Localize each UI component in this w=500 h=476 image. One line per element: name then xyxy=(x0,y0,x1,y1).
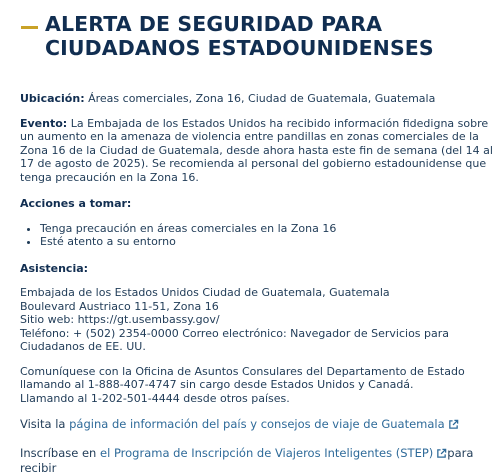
list-item: • Tenga precaución en áreas comerciales en la Zona 16 xyxy=(40,222,498,236)
embassy-phone-email: Teléfono: + (502) 2354-0000 Correo electrónico: Navegador de Servicios para Ciudadanos de EE. UU. xyxy=(20,326,450,353)
consular-line-1: Comuníquese con la Oficina de Asuntos Consulares del Departamento de Estado xyxy=(20,364,465,378)
assistance-heading: Asistencia: xyxy=(20,261,89,275)
event-label: Evento: xyxy=(20,116,68,130)
visit-prefix: Visita la xyxy=(20,417,70,431)
visit-paragraph xyxy=(20,418,498,434)
external-link-icon[interactable] xyxy=(448,419,459,434)
embassy-name: Embajada de los Estados Unidos Ciudad de Guatemala, Guatemala xyxy=(20,286,390,299)
alert-content xyxy=(20,92,498,476)
country-info-link[interactable]: página de información del país y consejos de viaje de Guatemala xyxy=(69,417,445,431)
location-value: Áreas comerciales, Zona 16, Ciudad de Guatemala, Guatemala xyxy=(84,92,436,105)
list-item: • Esté atento a su entorno xyxy=(40,235,498,249)
consular-line-2: llamando al 1-888-407-4747 sin cargo desde Estados Unidos y Canadá. xyxy=(20,378,414,391)
location-label: Ubicación: xyxy=(20,92,85,105)
embassy-website: Sitio web: https://gt.usembassy.gov/ xyxy=(20,313,220,326)
actions-list xyxy=(20,222,498,249)
event-value: La Embajada de los Estados Unidos ha recibido información fidedigna sobre un aumento en la amenaza de violencia entre pandillas en zonas comerciales de la Zona 16 de la Ciudad de Guatemala, desde ahora hasta este fin de semana (del 14 al 17 de agosto de 2025). Se recomienda al personal del gobierno estadounidense que tenga precaución en la Zona 16. xyxy=(20,116,493,184)
location-paragraph xyxy=(20,92,498,106)
event-paragraph xyxy=(20,117,498,185)
step-prefix: Inscríbase en xyxy=(20,445,101,460)
consular-line-3: Llamando al 1-202-501-4444 desde otros países. xyxy=(20,391,290,405)
external-link-icon[interactable] xyxy=(436,448,447,463)
embassy-address: Boulevard Austriaco 11-51, Zona 16 xyxy=(20,299,219,313)
page-title: ALERTA DE SEGURIDAD PARA CIUDADANOS ESTADOUNIDENSES xyxy=(45,12,434,60)
step-paragraph xyxy=(20,447,498,476)
step-suffix: para recibir xyxy=(20,445,474,475)
title-accent-bar xyxy=(21,26,38,29)
step-program-link[interactable]: el Programa de Inscripción de Viajeros Inteligentes (STEP) xyxy=(100,445,434,460)
title-block xyxy=(18,12,488,60)
actions-heading: Acciones a tomar: xyxy=(20,197,132,210)
